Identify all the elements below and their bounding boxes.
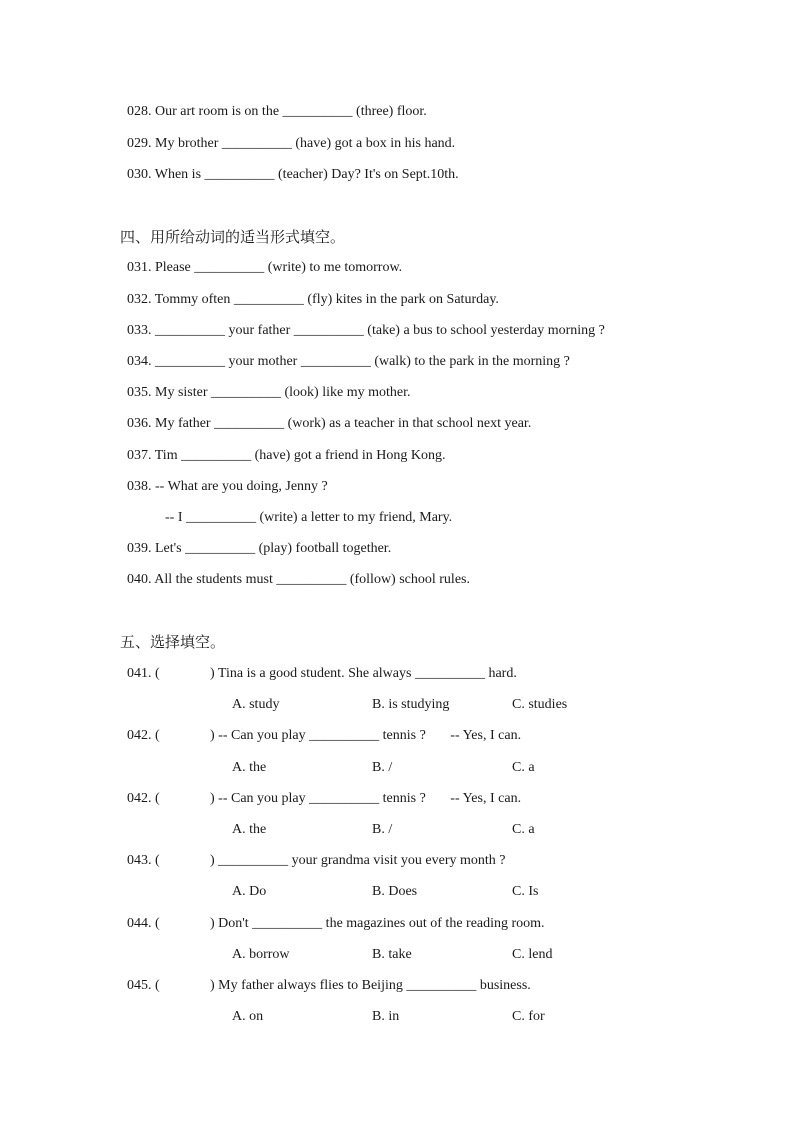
option-a: A. the — [232, 822, 267, 837]
option-c: C. for — [512, 1009, 545, 1024]
question-037: 037. Tim __________ (have) got a friend in Hong Kong. — [127, 448, 446, 463]
question-038-answer: -- I __________ (write) a letter to my friend, Mary. — [165, 510, 453, 525]
option-b: B. is studying — [372, 697, 450, 712]
question-044-stem: ) Don't __________ the magazines out of the reading room. — [210, 916, 545, 931]
option-b: B. take — [372, 947, 412, 962]
option-c: C. lend — [512, 947, 553, 962]
question-028: 028. Our art room is on the __________ (three) floor. — [127, 104, 427, 119]
question-045-stem: ) My father always flies to Beijing __________ business. — [210, 978, 531, 993]
question-040: 040. All the students must __________ (follow) school rules. — [127, 572, 470, 587]
option-b: B. in — [372, 1009, 400, 1024]
option-b: B. Does — [372, 884, 418, 899]
question-042b-stem: ) -- Can you play __________ tennis ? -- Yes, I can. — [210, 791, 522, 806]
section-4-heading: 四、用所给动词的适当形式填空。 — [120, 228, 346, 246]
option-a: A. borrow — [232, 947, 290, 962]
option-c: C. a — [512, 822, 535, 837]
question-039: 039. Let's __________ (play) football together. — [127, 541, 392, 556]
question-038: 038. -- What are you doing, Jenny ? — [127, 479, 328, 494]
question-030: 030. When is __________ (teacher) Day? It's on Sept.10th. — [127, 167, 459, 182]
option-a: A. on — [232, 1009, 264, 1024]
option-a: A. the — [232, 760, 267, 775]
option-c: C. a — [512, 760, 535, 775]
option-c: C. studies — [512, 697, 568, 712]
option-b: B. / — [372, 822, 393, 837]
question-042-number: 042. ( — [127, 728, 160, 743]
question-041-number: 041. ( — [127, 666, 160, 681]
question-029: 029. My brother __________ (have) got a box in his hand. — [127, 136, 456, 151]
question-031: 031. Please __________ (write) to me tomorrow. — [127, 260, 403, 275]
section-5-heading: 五、选择填空。 — [120, 633, 226, 651]
question-036: 036. My father __________ (work) as a teacher in that school next year. — [127, 416, 532, 431]
question-041-stem: ) Tina is a good student. She always __________ hard. — [210, 666, 517, 681]
question-043-number: 043. ( — [127, 853, 160, 868]
question-044-number: 044. ( — [127, 916, 160, 931]
option-b: B. / — [372, 760, 393, 775]
option-a: A. study — [232, 697, 280, 712]
option-a: A. Do — [232, 884, 267, 899]
option-c: C. Is — [512, 884, 539, 899]
question-034: 034. __________ your mother __________ (walk) to the park in the morning ? — [127, 354, 570, 369]
question-033: 033. __________ your father __________ (take) a bus to school yesterday morning ? — [127, 323, 605, 338]
question-042b-number: 042. ( — [127, 791, 160, 806]
question-042-stem: ) -- Can you play __________ tennis ? -- Yes, I can. — [210, 728, 522, 743]
question-035: 035. My sister __________ (look) like my mother. — [127, 385, 411, 400]
question-043-stem: ) __________ your grandma visit you every month ? — [210, 853, 506, 868]
question-032: 032. Tommy often __________ (fly) kites in the park on Saturday. — [127, 292, 499, 307]
question-045-number: 045. ( — [127, 978, 160, 993]
